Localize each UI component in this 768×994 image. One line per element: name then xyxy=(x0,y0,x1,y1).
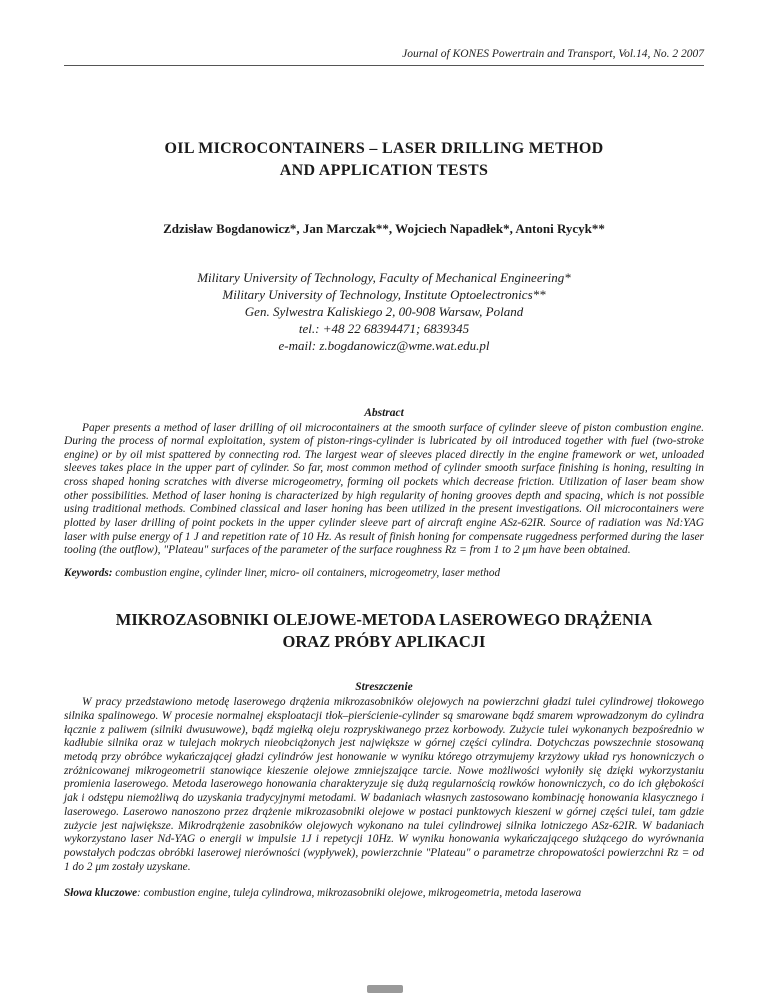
polish-keywords-line xyxy=(64,887,704,899)
polish-title-line1: MIKROZASOBNIKI OLEJOWE-METODA LASEROWEGO DRĄŻENIA xyxy=(115,609,653,629)
keywords-line xyxy=(64,567,704,579)
journal-header: Journal of KONES Powertrain and Transport, Vol.14, No. 2 2007 xyxy=(402,48,704,60)
horizontal-scrollbar[interactable] xyxy=(0,984,768,994)
polish-keywords-text: : combustion engine, tuleja cylindrowa, mikrozasobniki olejowe, mikrogeometria, metoda laserowa xyxy=(137,887,582,900)
abstract-heading: Abstract xyxy=(364,406,404,419)
keywords-label: Keywords: xyxy=(64,566,113,579)
affiliation-line-2: Military University of Technology, Institute Optoelectronics** xyxy=(222,286,546,302)
authors-line: Zdzisław Bogdanowicz*, Jan Marczak**, Wojciech Napadłek*, Antoni Rycyk** xyxy=(163,220,605,236)
affiliation-line-1: Military University of Technology, Faculty of Mechanical Engineering* xyxy=(197,269,571,285)
abstract-text: Paper presents a method of laser drilling of oil microcontainers at the smooth surface of cylinder sleeve of piston combustion engine. During the process of normal exploitation, system of piston-rings-cylinder is lubricated by oil introduced together with fuel (two-stroke engine) or by oil mist spattered by connecting rod. The largest wear of sleeves placed directly in the engine framework or wet, unloaded sleeves takes place in the upper part of cylinder. So far, most common method of cylinder smooth surface finishing is honing, resulting in cross shaped honing scratches with diverse microgeometry, forming oil pockets which decrease friction. Utilization of laser beam show other possibilities. Method of laser honing is characterized by high regularity of honing grooves depth and spacing, which is not possible using traditional methods. Combined classical and laser honing has been utilized in the present investigations. Oil microcontainers were plotted by laser drilling of point pockets in the upper cylinder sleeve part of aircraft engine ASz-62IR. Source of radiation was Nd:YAG laser with pulse energy of 1 J and repetition rate of 10 Hz. As result of finish honing for compensate ruggedness performed during the laser tooling (the outflow), "Plateau" surfaces of the parameter of the surface roughness Rz = from 1 to 2 μm have been obtained. xyxy=(64,421,704,557)
streszczenie-heading: Streszczenie xyxy=(355,681,413,694)
affiliation-line-4: tel.: +48 22 68394471; 6839345 xyxy=(298,321,470,337)
header-rule xyxy=(64,65,704,66)
polish-abstract-text: W pracy przedstawiono metodę laserowego drążenia mikrozasobników olejowych na powierzchni gładzi tulei cylindrowej tłokowego silnika spalinowego. W procesie normalnej eksploatacji tłok–pierścienie-cylinder są smarowane bądź smarem wprowadzonym do cylindra łącznie z paliwem (silniki dwusuwowe), bądź mgiełką oleju rozpryskiwanego przez korbowody. Zużycie tulei wykonanych bezpośrednio w kadłubie silnika oraz w tulejach mokrych nieobciążonych jest największe w górnej części cylindra. Dotychczas powszechnie stosowaną metodą przy obróbce wykańczającej gładzi cylindrów jest honowanie w wyniku którego otrzymujemy krzyżowy układ rys honowniczych o zróżnicowanej mikrogeometrii stanowiące kieszenie olejowe zmniejszające tarcie. Nowe możliwości wyłoniły się dzięki wykorzystaniu promienia laserowego. Metoda laserowego honowania charakteryzuje się dużą regularnością rowków honowniczych, co do ich głębokości jak i odstępu niemożliwą do uzyskania tradycyjnymi metodami. W badaniach własnych zastosowano kombinację honowania klasycznego i laserowego. Laserowo nanoszono przez drążenie mikrozasobniki olejowe w postaci punktowych kieszeni w górnej części tulei, tam gdzie zużycie jest największe. Mikrodrążenie zasobników olejowych wykonano na tulei cylindrowej silnika lotniczego ASz-62IR. W badaniach wykorzystano laser Nd-YAG o energii w impulsie 1J i repetycji 10Hz. W wyniku honowania wykańczającego służącego do wyrównania powstałych podczas obróbki laserowej nierówności (wypływek), powierzchnie "Plateau" o parametrze chropowatości powierzchni Rz = od 1 do 2 μm zostały uzyskane. xyxy=(64,696,704,873)
paper-title-line1: OIL MICROCONTAINERS – LASER DRILLING METHOD xyxy=(164,140,604,157)
affiliation-line-5: e-mail: z.bogdanowicz@wme.wat.edu.pl xyxy=(278,338,490,354)
paper-title xyxy=(64,138,704,183)
keywords-text: combustion engine, cylinder liner, micro- oil containers, microgeometry, laser method xyxy=(112,566,501,579)
affiliation-line-3: Gen. Sylwestra Kaliskiego 2, 00-908 Warsaw, Poland xyxy=(244,304,524,320)
affiliation-block xyxy=(64,269,704,355)
polish-title-line2: ORAZ PRÓBY APLIKACJI xyxy=(282,632,486,652)
scrollbar-thumb[interactable] xyxy=(367,985,403,993)
polish-title xyxy=(64,609,704,654)
polish-keywords-label: Słowa kluczowe xyxy=(64,887,138,900)
paper-title-line2: AND APPLICATION TESTS xyxy=(279,162,489,180)
